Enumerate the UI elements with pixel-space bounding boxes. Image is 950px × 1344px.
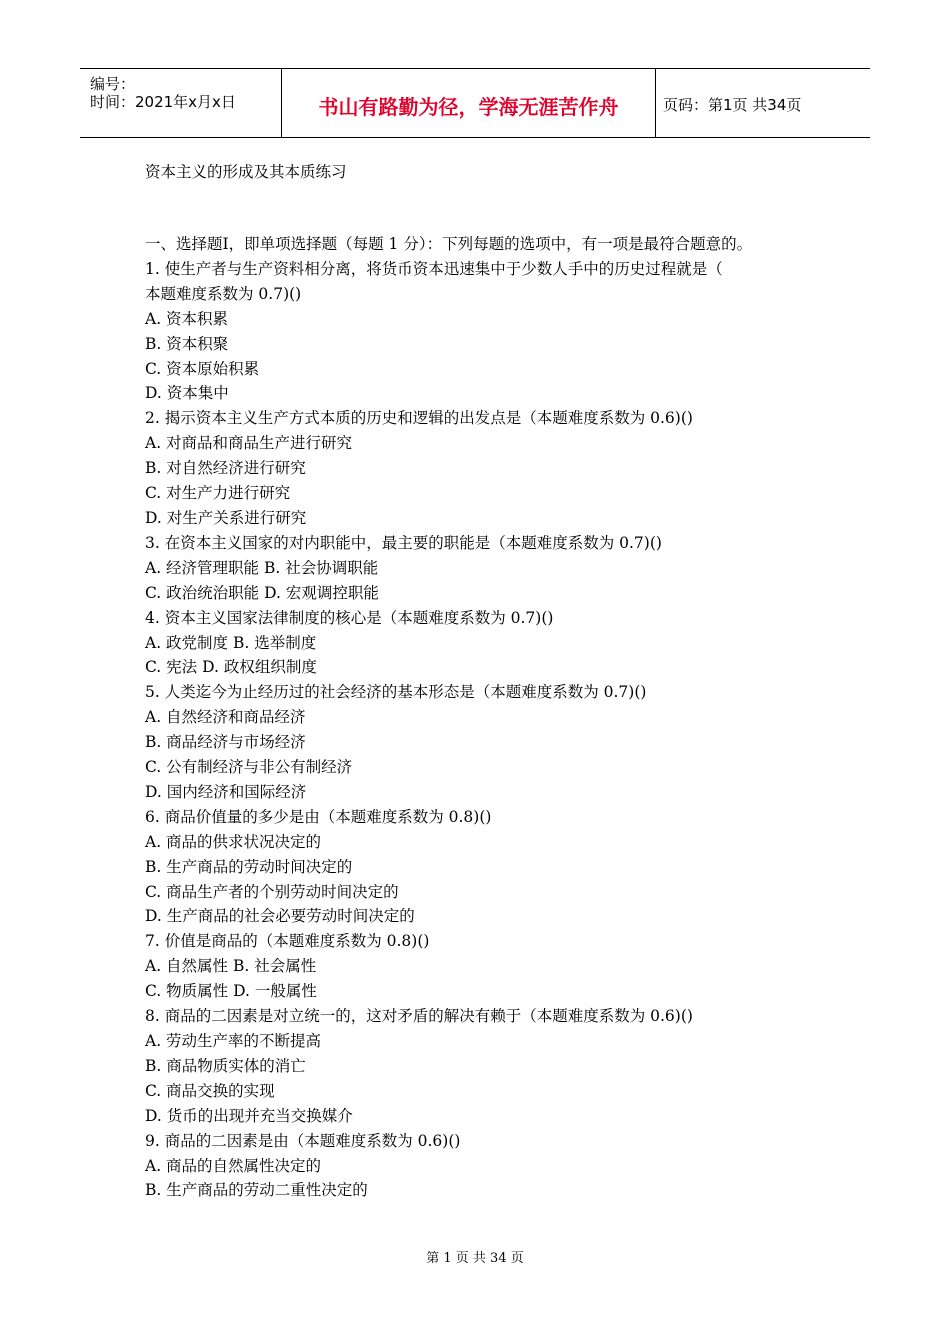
question-line: C. 资本原始积累: [145, 359, 260, 378]
question-line: C. 物质属性 D. 一般属性: [145, 982, 317, 1001]
page-footer: 第 1 页 共 34 页: [426, 1251, 524, 1266]
question-line: D. 对生产关系进行研究: [145, 508, 307, 527]
number-label: 编号：: [90, 75, 136, 93]
date-label: 时间：2021年x月x日: [90, 93, 236, 111]
question-line: A. 劳动生产率的不断提高: [145, 1032, 322, 1050]
question-line: A. 自然属性 B. 社会属性: [145, 957, 317, 976]
question-line: B. 对自然经济进行研究: [145, 459, 306, 478]
motto: 书山有路勤为径，学海无涯苦作舟: [318, 95, 619, 119]
question-line: C. 公有制经济与非公有制经济: [145, 758, 353, 777]
question-line: 3. 在资本主义国家的对内职能中，最主要的职能是（本题难度系数为 0.7)(): [145, 533, 662, 552]
question-line: A. 商品的供求状况决定的: [145, 832, 322, 851]
question-line: B. 商品物质实体的消亡: [145, 1056, 306, 1075]
question-line: 2. 揭示资本主义生产方式本质的历史和逻辑的出发点是（本题难度系数为 0.6)(): [145, 409, 693, 428]
question-line: 4. 资本主义国家法律制度的核心是（本题难度系数为 0.7)(): [145, 608, 554, 627]
question-line: 6. 商品价值量的多少是由（本题难度系数为 0.8)(): [145, 807, 492, 826]
question-line: A. 商品的自然属性决定的: [145, 1156, 322, 1175]
question-line: A. 自然经济和商品经济: [145, 708, 306, 727]
question-line: 本题难度系数为 0.7)(): [145, 284, 302, 303]
question-line: A. 对商品和商品生产进行研究: [145, 434, 353, 453]
header-right-cell: [655, 69, 870, 137]
question-line: B. 生产商品的劳动时间决定的: [145, 857, 353, 876]
question-line: C. 政治统治职能 D. 宏观调控职能: [145, 583, 379, 602]
question-line: A. 经济管理职能 B. 社会协调职能: [145, 558, 379, 577]
question-line: C. 对生产力进行研究: [145, 484, 291, 503]
header-motto-cell: [281, 69, 656, 137]
question-line: 9. 商品的二因素是由（本题难度系数为 0.6)(): [145, 1131, 461, 1150]
question-line: 8. 商品的二因素是对立统一的，这对矛盾的解决有赖于（本题难度系数为 0.6)(): [145, 1007, 693, 1026]
header-left-cell: [80, 69, 281, 137]
question-line: 5. 人类迄今为止经历过的社会经济的基本形态是（本题难度系数为 0.7)(): [145, 683, 647, 702]
question-line: 1. 使生产者与生产资料相分离，将货币资本迅速集中于少数人手中的历史过程就是（: [145, 259, 723, 278]
question-line: D. 生产商品的社会必要劳动时间决定的: [145, 907, 415, 926]
question-line: B. 资本积聚: [145, 334, 229, 353]
question-line: D. 资本集中: [145, 384, 229, 403]
page-header: [80, 68, 870, 138]
question-line: A. 资本积累: [145, 309, 229, 328]
question-line: B. 商品经济与市场经济: [145, 733, 306, 752]
question-list: [145, 257, 810, 1203]
question-line: C. 商品交换的实现: [145, 1081, 275, 1100]
question-line: B. 生产商品的劳动二重性决定的: [145, 1181, 368, 1200]
page-info: 页码：第1页 共34页: [663, 96, 802, 114]
question-line: C. 宪法 D. 政权组织制度: [145, 658, 317, 677]
document-title: 资本主义的形成及其本质练习: [145, 163, 347, 181]
question-line: C. 商品生产者的个别劳动时间决定的: [145, 882, 399, 901]
section-heading: 一、选择题Ⅰ，即单项选择题（每题 1 分）：下列每题的选项中，有一项是最符合题意的。: [145, 235, 753, 253]
question-line: D. 货币的出现并充当交换媒介: [145, 1106, 353, 1125]
question-line: 7. 价值是商品的（本题难度系数为 0.8)(): [145, 932, 430, 951]
question-line: D. 国内经济和国际经济: [145, 782, 307, 801]
document-body: [145, 232, 810, 1203]
question-line: A. 政党制度 B. 选举制度: [145, 633, 317, 652]
